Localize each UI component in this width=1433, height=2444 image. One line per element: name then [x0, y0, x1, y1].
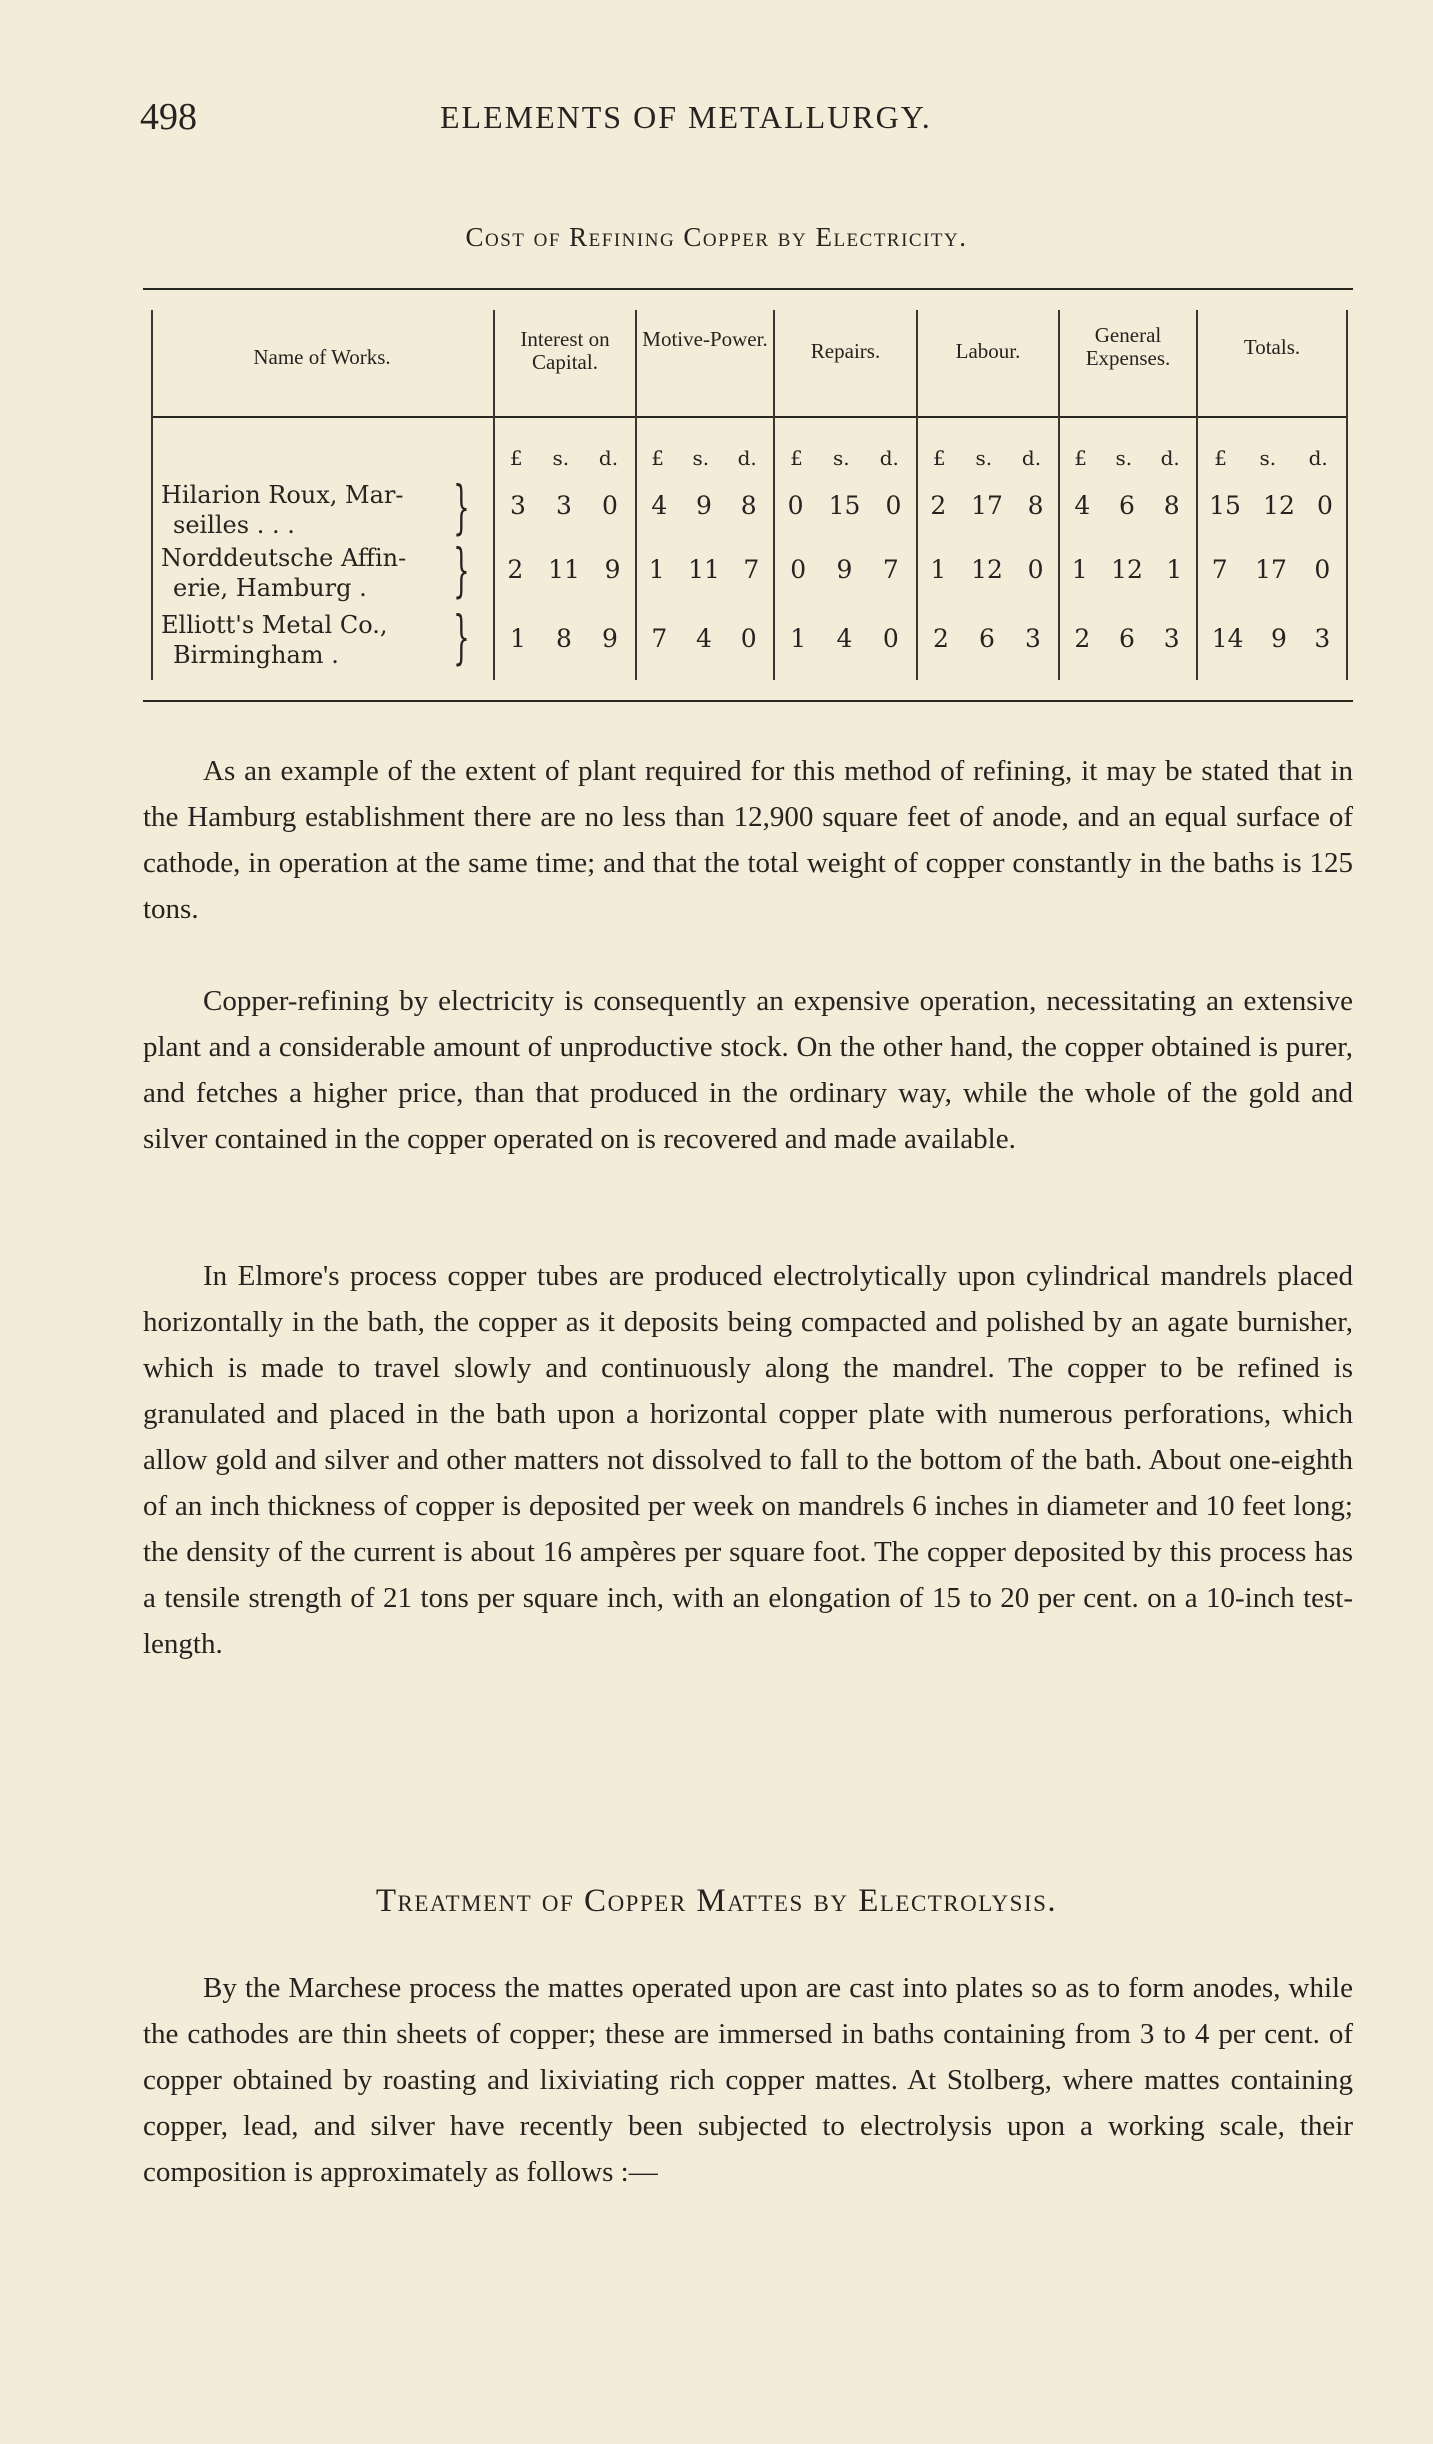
header-name-of-works: Name of Works.: [253, 345, 391, 369]
table-title: Cost of Refining Copper by Electricity.: [465, 222, 968, 252]
header-motive-power: Motive-Power.: [642, 327, 768, 351]
value-interest: 3 3 0: [510, 491, 618, 520]
table-top-rule: [143, 288, 1353, 290]
value-motive-power: 1 11 7: [648, 555, 760, 584]
value-labour: 2 6 3: [933, 624, 1041, 653]
value-general-expenses: 1 12 1: [1071, 555, 1183, 584]
table-bottom-rule: [143, 700, 1353, 702]
paragraph: In Elmore's process copper tubes are produced electrolytically upon cylindrical mandrels placed horizontally in the bath, the copper as it deposits being compacted and polished by an agate burnisher, which is made to travel slowly and continuously along the mandrel. The copper to be refined is granulated and placed in the bath upon a horizontal copper plate with numerous perforations, which allow gold and silver and other matters not dissolved to fall to the bottom of the bath. About one-eighth of an inch thickness of copper is deposited per week on mandrels 6 inches in diameter and 10 feet long; the density of the current is about 16 ampères per square foot. The copper deposited by this process has a tensile strength of 21 tons per square inch, with an elongation of 15 to 20 per cent. on a 10-inch test-length.: [143, 1260, 1353, 1660]
brace-glyph: }: [453, 473, 470, 541]
value-totals: 7 17 0: [1211, 555, 1331, 584]
header-totals: Totals.: [1243, 335, 1301, 359]
paragraph: Copper-refining by electricity is consequently an expensive operation, necessitating an extensive plant and a considerable amount of unproductive stock. On the other hand, the copper obtained is purer, and fetches a higher price, than that produced in the ordinary way, while the whole of the gold and silver contained in the copper operated on is recovered and made available.: [143, 985, 1353, 1155]
table-header-rule: [151, 416, 1346, 418]
units-row: £ s. d.: [790, 446, 899, 470]
header-general-expenses: General Expenses.: [1085, 323, 1171, 370]
works-name: Elliott's Metal Co., Birmingham .: [161, 611, 388, 669]
value-totals: 14 9 3: [1211, 624, 1331, 653]
value-general-expenses: 2 6 3: [1074, 624, 1180, 653]
value-repairs: 0 9 7: [790, 555, 899, 584]
value-motive-power: 7 4 0: [651, 624, 757, 653]
section-heading: Treatment of Copper Mattes by Electrolysis.: [375, 1883, 1058, 1919]
cost-table: [143, 288, 1353, 708]
units-row: £ s. d.: [932, 446, 1042, 470]
paragraph: By the Marchese process the mattes operated upon are cast into plates so as to form anodes, while the cathodes are thin sheets of copper; these are immersed in baths containing from 3 to 4 per cent. of copper obtained by roasting and lixiviating rich copper mattes. At Stolberg, where mattes containing copper, lead, and silver have recently been subjected to electrolysis upon a working scale, their composition is approximately as follows :—: [143, 1972, 1353, 2188]
works-name: Norddeutsche Affin- erie, Hamburg .: [161, 544, 407, 602]
units-row: £ s. d.: [509, 446, 619, 470]
page-header: [140, 95, 1350, 145]
paragraph: As an example of the extent of plant required for this method of refining, it may be stated that in the Hamburg establishment there are no less than 12,900 square feet of anode, and an equal surface of cathode, in operation at the same time; and that the total weight of copper constantly in the baths is 125 tons.: [143, 755, 1353, 925]
header-labour: Labour.: [955, 339, 1021, 363]
works-name: Hilarion Roux, Mar- seilles . . .: [161, 481, 404, 539]
value-repairs: 1 4 0: [790, 624, 899, 653]
value-general-expenses: 4 6 8: [1074, 491, 1180, 520]
running-title: ELEMENTS OF METALLURGY.: [440, 99, 932, 135]
units-row: £ s. d.: [1074, 446, 1180, 470]
brace-glyph: }: [453, 603, 470, 671]
page-number: 498: [140, 96, 197, 138]
brace-glyph: }: [453, 536, 470, 604]
value-interest: 2 11 9: [507, 555, 621, 584]
units-row: £ s. d.: [651, 446, 757, 470]
value-labour: 2 17 8: [930, 491, 1044, 520]
units-row: £ s. d.: [1214, 446, 1328, 470]
value-labour: 1 12 0: [930, 555, 1044, 584]
col-rule: [1346, 310, 1348, 680]
header-repairs: Repairs.: [810, 339, 881, 363]
header-interest: Interest on Capital.: [520, 327, 610, 374]
value-repairs: 0 15 0: [787, 491, 902, 520]
value-totals: 15 12 0: [1209, 491, 1333, 520]
value-interest: 1 8 9: [510, 624, 618, 653]
value-motive-power: 4 9 8: [651, 491, 757, 520]
